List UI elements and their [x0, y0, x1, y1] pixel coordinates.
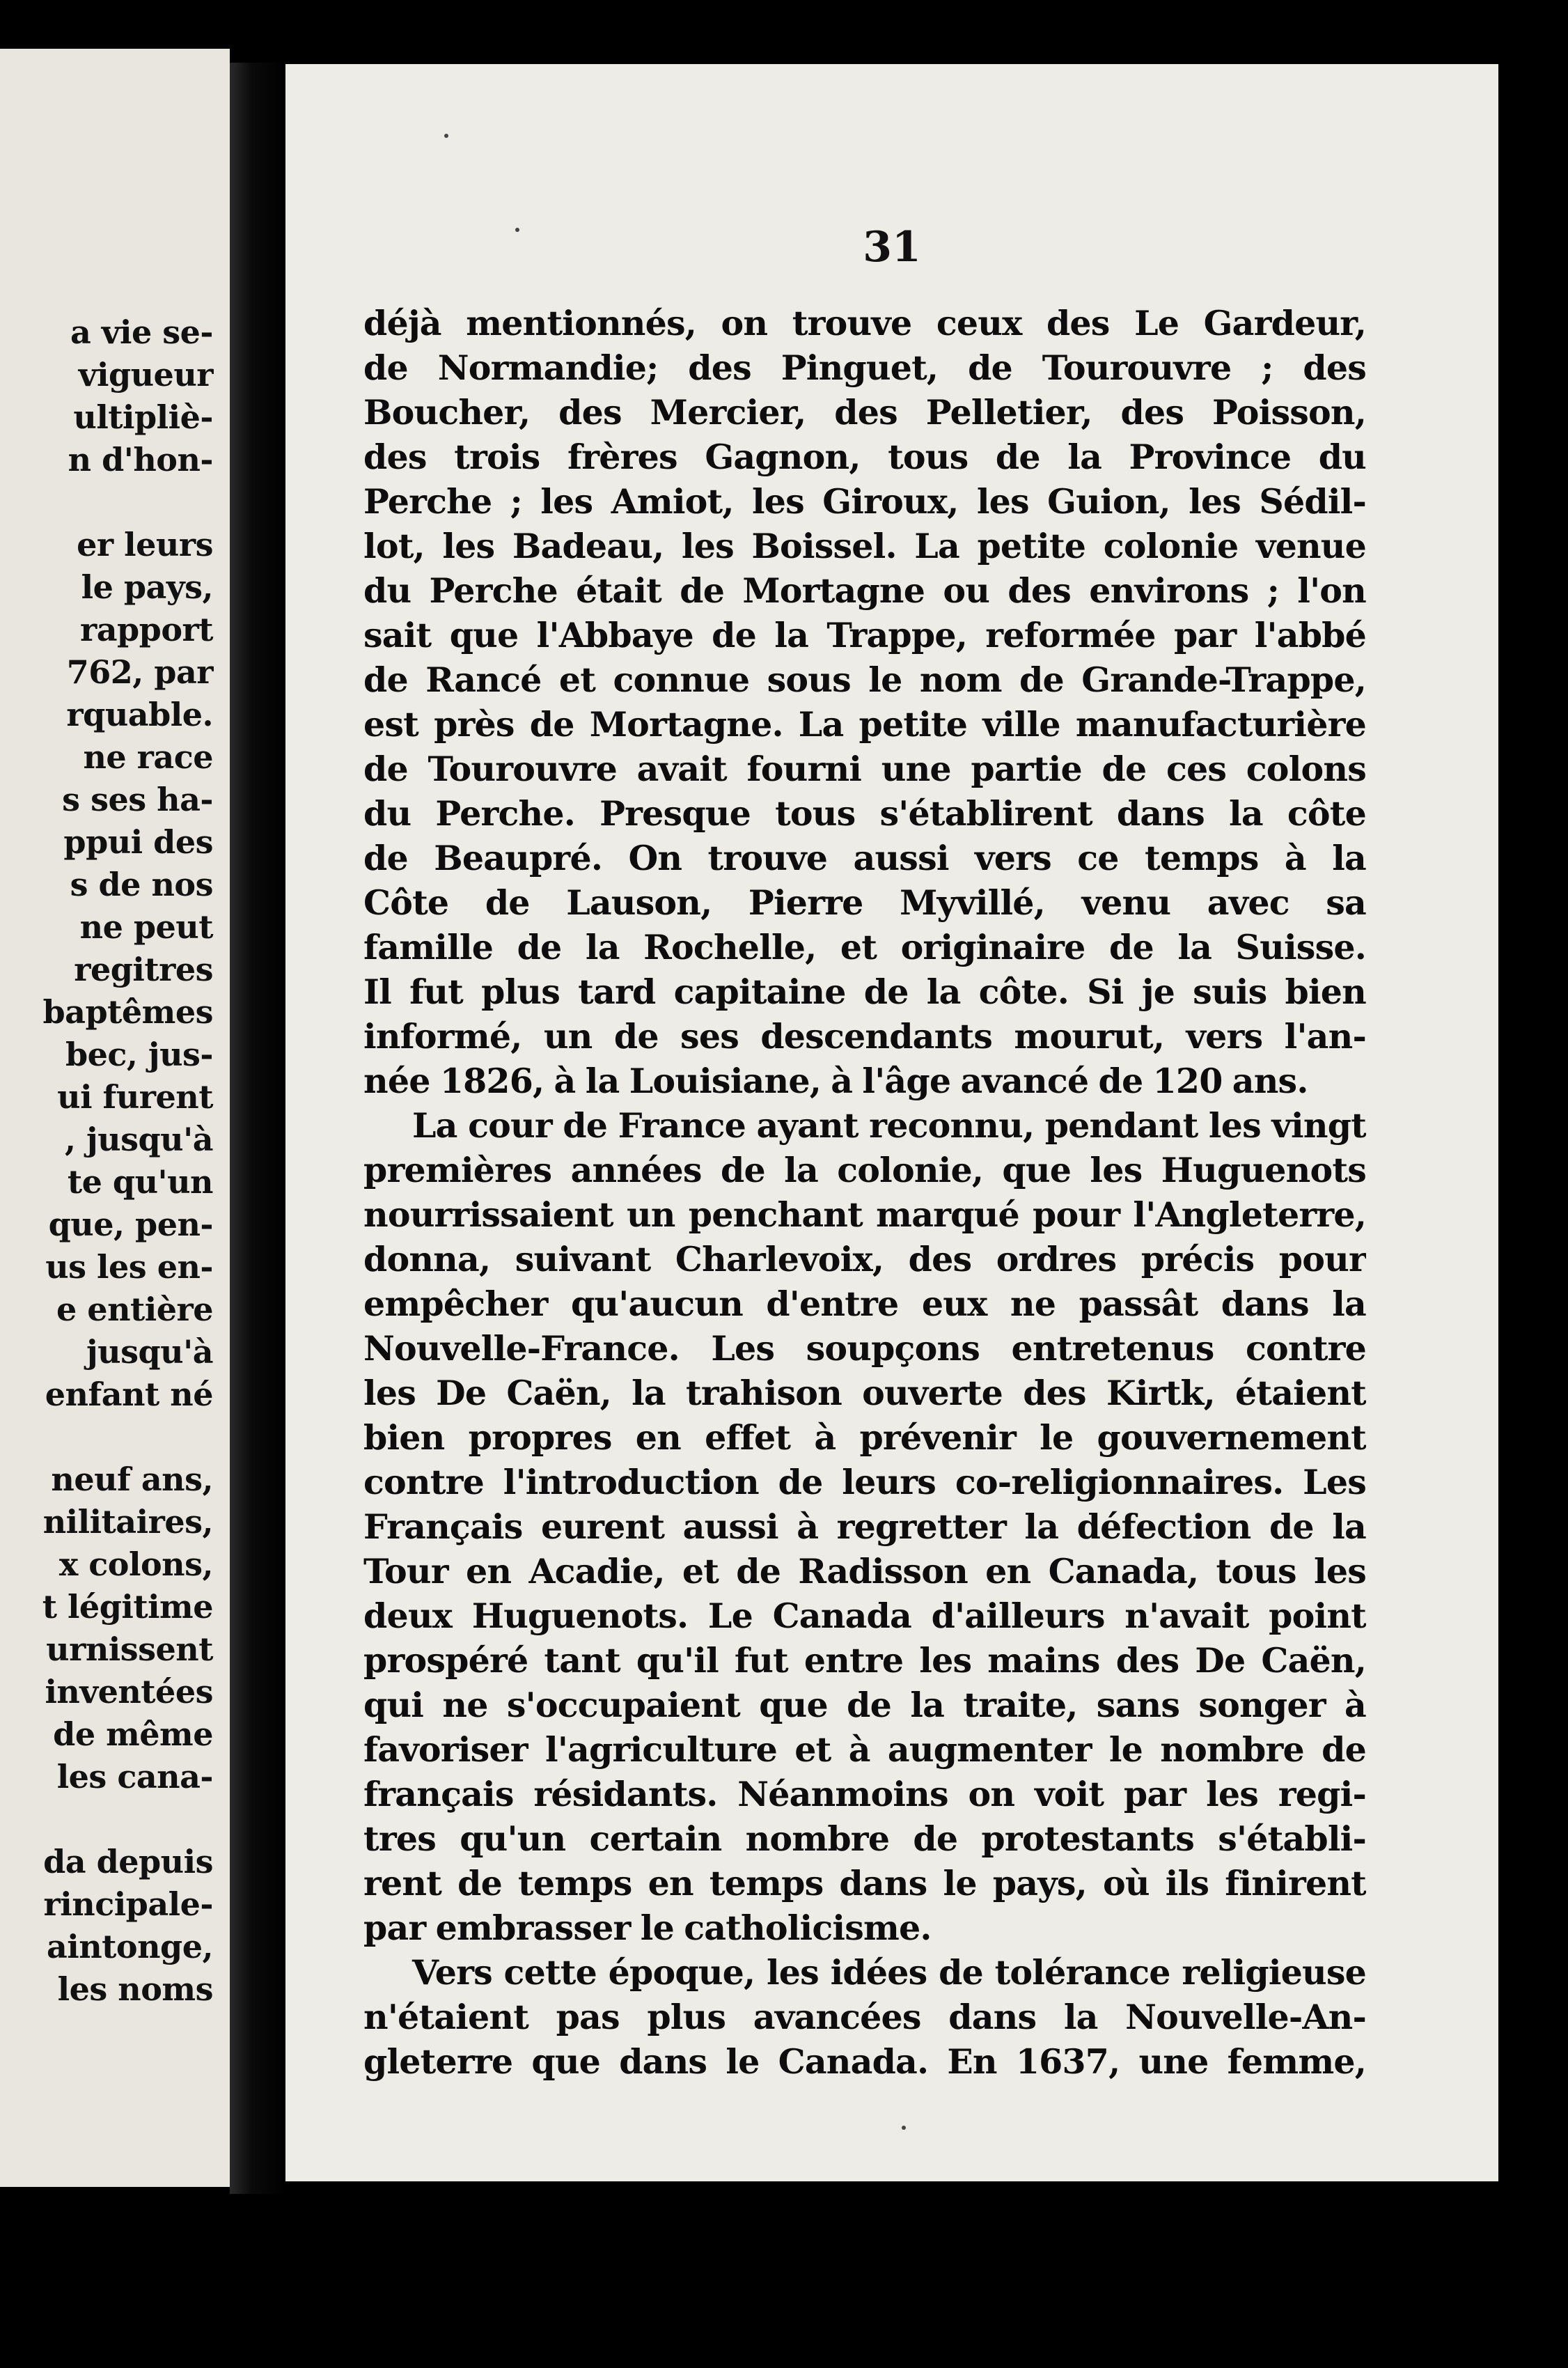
left-page-line: rincipale-: [43, 1885, 213, 1923]
text-line: famille de la Rochelle, et originaire de la Suisse.: [363, 927, 1366, 967]
text-line: nourrissaient un penchant marqué pour l'Angleterre,: [363, 1194, 1366, 1235]
text-line: rent de temps en temps dans le pays, où ils finirent: [363, 1863, 1366, 1903]
text-line: lot, les Badeau, les Boissel. La petite colonie venue: [363, 526, 1366, 566]
text-line: contre l'introduction de leurs co-religionnaires. Les: [363, 1462, 1366, 1502]
left-page-line: us les en-: [45, 1248, 213, 1286]
text-line: informé, un de ses descendants mourut, vers l'an-: [363, 1016, 1366, 1057]
left-page-line: te qu'un: [67, 1163, 213, 1201]
text-line: premières années de la colonie, que les Huguenots: [363, 1150, 1366, 1190]
print-speck: [444, 134, 448, 138]
print-speck: [515, 228, 519, 232]
left-page-line: rapport: [79, 611, 213, 648]
main-page: [285, 64, 1498, 2181]
text-line: Vers cette époque, les idées de tolérance religieuse: [412, 1952, 1366, 1993]
text-line: des trois frères Gagnon, tous de la Province du: [363, 437, 1366, 477]
page-number: 31: [863, 223, 921, 272]
text-line: de Beaupré. On trouve aussi vers ce temps à la: [363, 838, 1366, 878]
text-line: n'étaient pas plus avancées dans la Nouvelle-An-: [363, 1997, 1366, 2037]
left-page-line: er leurs: [77, 526, 213, 563]
left-page-line: urnissent: [46, 1630, 213, 1668]
left-page-line: de même: [53, 1715, 213, 1753]
text-line: Tour en Acadie, et de Radisson en Canada, tous les: [363, 1551, 1366, 1591]
text-line: Boucher, des Mercier, des Pelletier, des Poisson,: [363, 392, 1366, 433]
left-page-line: da depuis: [43, 1843, 213, 1880]
text-line: les De Caën, la trahison ouverte des Kirtk, étaient: [363, 1373, 1366, 1413]
left-page-line: les noms: [57, 1970, 213, 2008]
text-line: donna, suivant Charlevoix, des ordres précis pour: [363, 1239, 1366, 1279]
left-page-line: le pays,: [81, 568, 213, 606]
text-line: deux Huguenots. Le Canada d'ailleurs n'avait point: [363, 1596, 1366, 1636]
left-page-line: baptêmes: [42, 993, 213, 1031]
left-page-line: ultipliè-: [73, 398, 213, 436]
left-page-line: ne peut: [79, 908, 213, 946]
text-line: sait que l'Abbaye de la Trappe, reformée par l'abbé: [363, 615, 1366, 655]
left-page-line: ne race: [83, 738, 213, 776]
left-page-line: , jusqu'à: [64, 1121, 213, 1158]
left-page-line: aintonge,: [46, 1928, 213, 1965]
text-line: La cour de France ayant reconnu, pendant les vingt: [412, 1105, 1366, 1146]
left-page-line: vigueur: [78, 356, 213, 394]
text-line: de Normandie; des Pinguet, de Tourouvre ; des: [363, 348, 1366, 388]
text-line: prospéré tant qu'il fut entre les mains des De Caën,: [363, 1640, 1366, 1681]
left-page-line: ppui des: [63, 823, 213, 861]
left-page-line: bec, jus-: [65, 1036, 213, 1073]
left-page-line: s ses ha-: [62, 781, 213, 818]
left-page-line: que, pen-: [48, 1206, 213, 1243]
text-line: Il fut plus tard capitaine de la côte. Si je suis bien: [363, 972, 1366, 1012]
left-page-line: t légitime: [42, 1588, 213, 1626]
text-line: de Rancé et connue sous le nom de Grande-Trappe,: [363, 660, 1366, 700]
print-speck: [902, 2126, 906, 2130]
left-page-line: e entière: [56, 1291, 213, 1328]
text-line: du Perche était de Mortagne ou des environs ; l'on: [363, 570, 1366, 611]
left-page-fragment: [0, 49, 230, 2187]
left-page-line: nilitaires,: [42, 1503, 213, 1541]
text-line: français résidants. Néanmoins on voit par les regi-: [363, 1774, 1366, 1814]
left-page-line: a vie se-: [70, 313, 213, 351]
text-line: Nouvelle-France. Les soupçons entretenus contre: [363, 1328, 1366, 1369]
text-line: est près de Mortagne. La petite ville manufacturière: [363, 704, 1366, 745]
left-page-line: enfant né: [45, 1376, 213, 1413]
text-line: tres qu'un certain nombre de protestants s'établi-: [363, 1818, 1366, 1859]
left-page-line: rquable.: [66, 696, 213, 733]
text-line: par embrasser le catholicisme.: [363, 1908, 932, 1948]
left-page-line: les cana-: [56, 1758, 213, 1796]
text-line: favoriser l'agriculture et à augmenter le nombre de: [363, 1729, 1366, 1770]
left-page-line: x colons,: [58, 1545, 213, 1583]
text-line: Perche ; les Amiot, les Giroux, les Guion, les Sédil-: [363, 481, 1366, 522]
text-line: empêcher qu'aucun d'entre eux ne passât dans la: [363, 1284, 1366, 1324]
left-page-line: jusqu'à: [86, 1333, 213, 1371]
left-page-line: n d'hon-: [68, 441, 213, 478]
left-page-line: 762, par: [66, 653, 213, 691]
text-line: bien propres en effet à prévenir le gouvernement: [363, 1417, 1366, 1458]
text-line: de Tourouvre avait fourni une partie de ces colons: [363, 749, 1366, 789]
text-line: gleterre que dans le Canada. En 1637, une femme,: [363, 2041, 1366, 2082]
left-page-line: s de nos: [70, 866, 213, 903]
text-line: du Perche. Presque tous s'établirent dans la côte: [363, 793, 1366, 834]
text-line: née 1826, à la Louisiane, à l'âge avancé de 120 ans.: [363, 1061, 1308, 1101]
text-line: Français eurent aussi à regretter la défection de la: [363, 1506, 1366, 1547]
text-line: Côte de Lauson, Pierre Myvillé, venu avec sa: [363, 882, 1366, 923]
book-gutter: [230, 63, 285, 2194]
left-page-line: inventées: [45, 1673, 213, 1711]
text-line: déjà mentionnés, on trouve ceux des Le Gardeur,: [363, 303, 1366, 343]
text-line: qui ne s'occupaient que de la traite, sans songer à: [363, 1685, 1366, 1725]
left-page-line: regitres: [74, 951, 213, 988]
left-page-line: ui furent: [57, 1078, 213, 1116]
left-page-line: neuf ans,: [51, 1460, 213, 1498]
